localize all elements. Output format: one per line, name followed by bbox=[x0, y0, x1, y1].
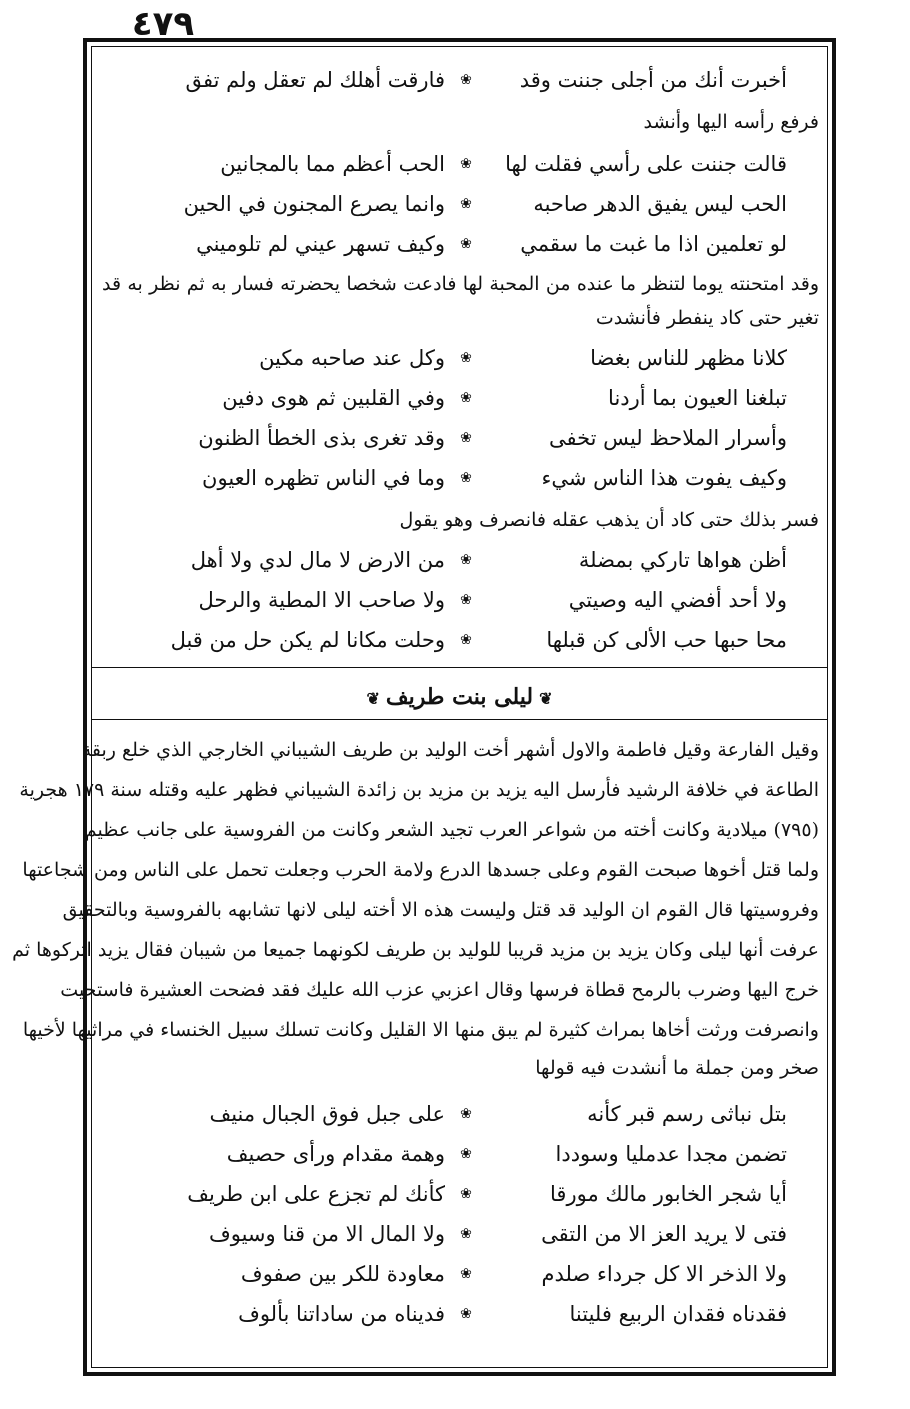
hemistich-first: ولا الذخر الا كل جرداء صلدم bbox=[541, 1262, 787, 1286]
hemistich-second: فارقت أهلك لم تعقل ولم تفق bbox=[185, 68, 445, 92]
hemistich-second: ولا المال الا من قنا وسيوف bbox=[208, 1222, 445, 1246]
verse-separator: ❀ bbox=[460, 1146, 472, 1162]
hemistich-first: قالت جننت على رأسي فقلت لها bbox=[505, 152, 787, 176]
hemistich-second: ولا صاحب الا المطية والرحل bbox=[198, 588, 445, 612]
hemistich-first: أيا شجر الخابور مالك مورقا bbox=[550, 1182, 787, 1206]
hemistich-first: تبلغنا العيون بما أردنا bbox=[608, 386, 787, 410]
verse-separator: ❀ bbox=[460, 72, 472, 88]
hemistich-second: من الارض لا مال لدي ولا أهل bbox=[190, 548, 445, 572]
verse-line bbox=[92, 381, 827, 415]
prose-line: وفروسيتها قال القوم ان الوليد قد قتل وليست هذه الا أخته ليلى لانها تشابهه بالفروسية وبالتحقيق bbox=[62, 899, 819, 921]
prose-paragraph: وقد امتحنته يوما لتنظر ما عنده من المحبة لها فادعت شخصا يحضرته فسار به ثم نظر به قد تغير حتى كاد ينفطر فأنشدت bbox=[102, 273, 819, 329]
verse-line bbox=[92, 1097, 827, 1131]
hemistich-second: وحلت مكانا لم يكن حل من قبل bbox=[170, 628, 445, 652]
prose-line: عرفت أنها ليلى وكان يزيد بن مزيد قريبا للوليد بن طريف لكونهما جميعا من شيبان فقال يزيد اتركوها ثم bbox=[12, 939, 819, 961]
hemistich-second: وما في الناس تظهره العيون bbox=[202, 466, 445, 490]
verse-separator: ❀ bbox=[460, 632, 472, 648]
verse-separator: ❀ bbox=[460, 350, 472, 366]
verse-separator: ❀ bbox=[460, 1186, 472, 1202]
hemistich-second: وفي القلبين ثم هوى دفين bbox=[222, 386, 445, 410]
hemistich-second: وانما يصرع المجنون في الحين bbox=[183, 192, 445, 216]
section-title: ليلى بنت طريف bbox=[385, 684, 534, 710]
verse-separator: ❀ bbox=[460, 552, 472, 568]
verse-separator: ❀ bbox=[460, 156, 472, 172]
hemistich-first: وأسرار الملاحظ ليس تخفى bbox=[548, 426, 787, 450]
hemistich-first: ولا أحد أفضي اليه وصيتي bbox=[568, 588, 787, 612]
verse-line bbox=[92, 147, 827, 181]
verse-line bbox=[92, 1217, 827, 1251]
verse-line bbox=[92, 583, 827, 617]
verse-separator: ❀ bbox=[460, 1106, 472, 1122]
prose-line: (٧٩٥) ميلادية وكانت أخته من شواعر العرب تجيد الشعر وكانت من الفروسية على جانب عظيم bbox=[84, 819, 819, 841]
verse-line bbox=[92, 1177, 827, 1211]
ornament-icon: ❦ bbox=[366, 689, 380, 708]
verse-separator: ❀ bbox=[460, 236, 472, 252]
section-divider bbox=[92, 719, 827, 720]
hemistich-first: فقدناه فقدان الربيع فليتنا bbox=[569, 1302, 787, 1326]
verse-line bbox=[92, 227, 827, 261]
hemistich-second: وقد تغرى بذى الخطأ الظنون bbox=[198, 426, 445, 450]
page-number: ٤٧٩ bbox=[131, 4, 195, 44]
hemistich-first: فتى لا يريد العز الا من التقى bbox=[541, 1222, 787, 1246]
hemistich-first: تضمن مجدا عدمليا وسوددا bbox=[555, 1142, 787, 1166]
verse-line bbox=[92, 341, 827, 375]
section-heading bbox=[92, 679, 827, 717]
verse-separator: ❀ bbox=[460, 430, 472, 446]
verse-separator: ❀ bbox=[460, 196, 472, 212]
verse-line bbox=[92, 1137, 827, 1171]
verse-line bbox=[92, 461, 827, 495]
prose-line: وقيل الفارعة وقيل فاطمة والاول أشهر أخت الوليد بن طريف الشيباني الخارجي الذي خلع ربقة bbox=[81, 739, 819, 761]
hemistich-second: وهمة مقدام ورأى حصيف bbox=[226, 1142, 445, 1166]
verse-separator: ❀ bbox=[460, 470, 472, 486]
prose-line: ولما قتل أخوها صبحت القوم وعلى جسدها الدرع ولامة الحرب وجعلت تحمل على الناس ومن شجاعتها bbox=[22, 859, 819, 881]
verse-separator: ❀ bbox=[460, 1266, 472, 1282]
verse-line bbox=[92, 543, 827, 577]
verse-separator: ❀ bbox=[460, 390, 472, 406]
hemistich-first: الحب ليس يفيق الدهر صاحبه bbox=[533, 192, 787, 216]
prose-intro: فرفع رأسه اليها وأنشد bbox=[643, 111, 819, 133]
prose-line: الطاعة في خلافة الرشيد فأرسل اليه يزيد بن مزيد بن زائدة الشيباني فظهر عليه وقتله سنة ١٧٩ هجرية bbox=[19, 779, 819, 801]
hemistich-first: أظن هواها تاركي بمضلة bbox=[578, 548, 787, 572]
prose-intro: فسر بذلك حتى كاد أن يذهب عقله فانصرف وهو يقول bbox=[399, 509, 819, 531]
hemistich-first: لو تعلمين اذا ما غبت ما سقمي bbox=[520, 232, 787, 256]
verse-line bbox=[92, 63, 827, 97]
hemistich-second: على جبل فوق الجبال منيف bbox=[209, 1102, 445, 1126]
hemistich-second: معاودة للكر بين صفوف bbox=[240, 1262, 445, 1286]
verse-line bbox=[92, 623, 827, 657]
section-divider bbox=[92, 667, 827, 668]
hemistich-first: محا حبها حب الألى كن قبلها bbox=[546, 628, 787, 652]
prose-line: صخر ومن جملة ما أنشدت فيه قولها bbox=[535, 1057, 819, 1079]
hemistich-first: بتل نباثى رسم قبر كأنه bbox=[587, 1102, 787, 1126]
hemistich-second: وكل عند صاحبه مكين bbox=[259, 346, 445, 370]
hemistich-second: كأنك لم تجزع على ابن طريف bbox=[187, 1182, 445, 1206]
page-content bbox=[12, 47, 827, 1367]
prose-line: خرج اليها وضرب بالرمح قطاة فرسها وقال اعزبي عزب الله عليك فقد فضحت العشيرة فاستحيت bbox=[60, 979, 819, 1001]
ornament-icon: ❦ bbox=[539, 689, 553, 708]
verse-separator: ❀ bbox=[460, 1226, 472, 1242]
hemistich-second: الحب أعظم مما بالمجانين bbox=[220, 152, 445, 176]
verse-line bbox=[92, 421, 827, 455]
verse-line bbox=[92, 1297, 827, 1331]
hemistich-first: وكيف يفوت هذا الناس شيء bbox=[541, 466, 787, 490]
hemistich-first: كلانا مظهر للناس بغضا bbox=[590, 346, 787, 370]
verse-line bbox=[92, 1257, 827, 1291]
hemistich-first: أخبرت أنك من أجلى جننت وقد bbox=[519, 68, 787, 92]
verse-separator: ❀ bbox=[460, 1306, 472, 1322]
prose-line: وانصرفت ورثت أخاها بمراث كثيرة لم يبق منها الا القليل وكانت تسلك سبيل الخنساء في مراثيها لأخيها bbox=[22, 1019, 819, 1041]
verse-separator: ❀ bbox=[460, 592, 472, 608]
hemistich-second: فديناه من ساداتنا بألوف bbox=[238, 1302, 445, 1326]
verse-line bbox=[92, 187, 827, 221]
page-frame-inner bbox=[12, 46, 828, 1368]
hemistich-second: وكيف تسهر عيني لم تلوميني bbox=[196, 232, 445, 256]
